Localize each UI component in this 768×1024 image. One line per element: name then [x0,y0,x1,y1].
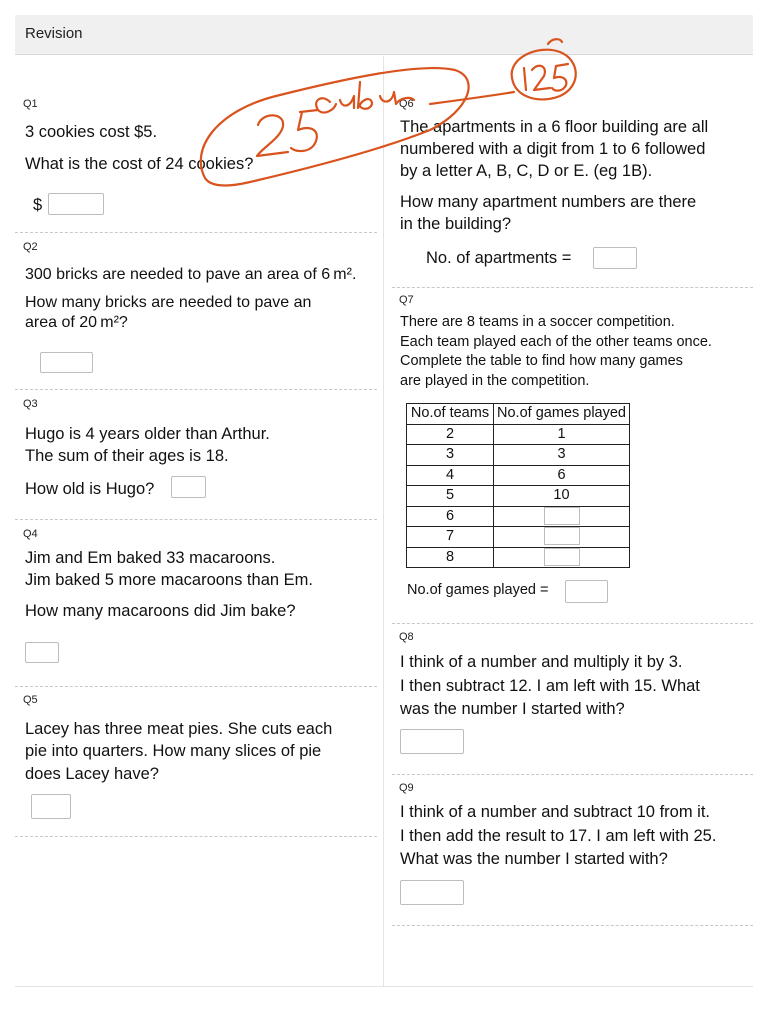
page-title: Revision [25,25,83,42]
q5-line2: pie into quarters. How many slices of pie [25,742,322,760]
q3-line1: Hugo is 4 years older than Arthur. [25,425,270,443]
teams-cell: 6 [407,506,494,527]
annotation-digit-5 [291,110,318,151]
q5-line3: does Lacey have? [25,765,159,783]
annotation-strokes [201,39,576,185]
q7-line4: are played in the competition. [400,373,590,389]
q7-line1: There are 8 teams in a soccer competition. [400,314,675,330]
q6-line2: numbered with a digit from 1 to 6 followed [400,140,706,158]
q6-line5: in the building? [400,215,512,233]
header-teams: No.of teams [407,404,494,425]
q9-line3: What was the number I started with? [400,850,668,868]
q4-line3: How many macaroons did Jim bake? [25,602,296,620]
teams-cell: 3 [407,445,494,466]
annotation-leader-line [430,92,514,104]
q4-line1: Jim and Em baked 33 macaroons. [25,549,276,567]
q2-line1: 300 bricks are needed to pave an area of 6 m². [25,266,357,283]
annotation-tail [548,39,562,44]
teams-cell: 8 [407,547,494,568]
q7-answer-label: No.of games played = [407,582,549,598]
q6-line1: The apartments in a 6 floor building are all [400,118,709,136]
header-games: No.of games played [494,404,630,425]
games-cell: 10 [494,486,630,507]
teams-cell: 5 [407,486,494,507]
annotation-digit-2 [257,115,288,156]
q5-label: Q5 [23,694,38,706]
annotation-ellipse [201,68,469,185]
q8-label: Q8 [399,631,414,643]
q3-label: Q3 [23,398,38,410]
annotation-number [524,64,568,91]
teams-cell: 2 [407,424,494,445]
games-cell: 3 [494,445,630,466]
q5-line1: Lacey has three meat pies. She cuts each [25,720,333,738]
q2-label: Q2 [23,241,38,253]
games-cell: 6 [494,465,630,486]
q9-line1: I think of a number and subtract 10 from it. [400,803,710,821]
q1-dollar-prefix: $ [33,196,43,214]
annotation-word [316,82,414,112]
q8-line3: was the number I started with? [400,700,625,718]
q7-label: Q7 [399,294,414,306]
q1-line1: 3 cookies cost $5. [25,123,158,141]
q6-answer-label: No. of apartments = [426,249,572,267]
q7-line3: Complete the table to find how many games [400,353,683,369]
q6-line4: How many apartment numbers are there [400,193,697,211]
q4-line2: Jim baked 5 more macaroons than Em. [25,571,313,589]
q9-label: Q9 [399,782,414,794]
q7-line2: Each team played each of the other teams once. [400,334,712,350]
teams-cell: 4 [407,465,494,486]
q2-line2: How many bricks are needed to pave an [25,294,312,311]
q8-line1: I think of a number and multiply it by 3. [400,653,683,671]
q9-line2: I then add the result to 17. I am left with 25. [400,827,717,845]
q3-line2: The sum of their ages is 18. [25,447,229,465]
q1-line2: What is the cost of 24 cookies? [25,155,254,173]
q3-line3: How old is Hugo? [25,480,155,498]
teams-cell: 7 [407,527,494,548]
q6-line3: by a letter A, B, C, D or E. (eg 1B). [400,162,653,180]
q2-line3: area of 20 m²? [25,314,128,331]
q4-label: Q4 [23,528,38,540]
q1-label: Q1 [23,98,38,110]
games-cell: 1 [494,424,630,445]
q8-line2: I then subtract 12. I am left with 15. What [400,677,700,695]
q6-label: Q6 [399,98,414,110]
